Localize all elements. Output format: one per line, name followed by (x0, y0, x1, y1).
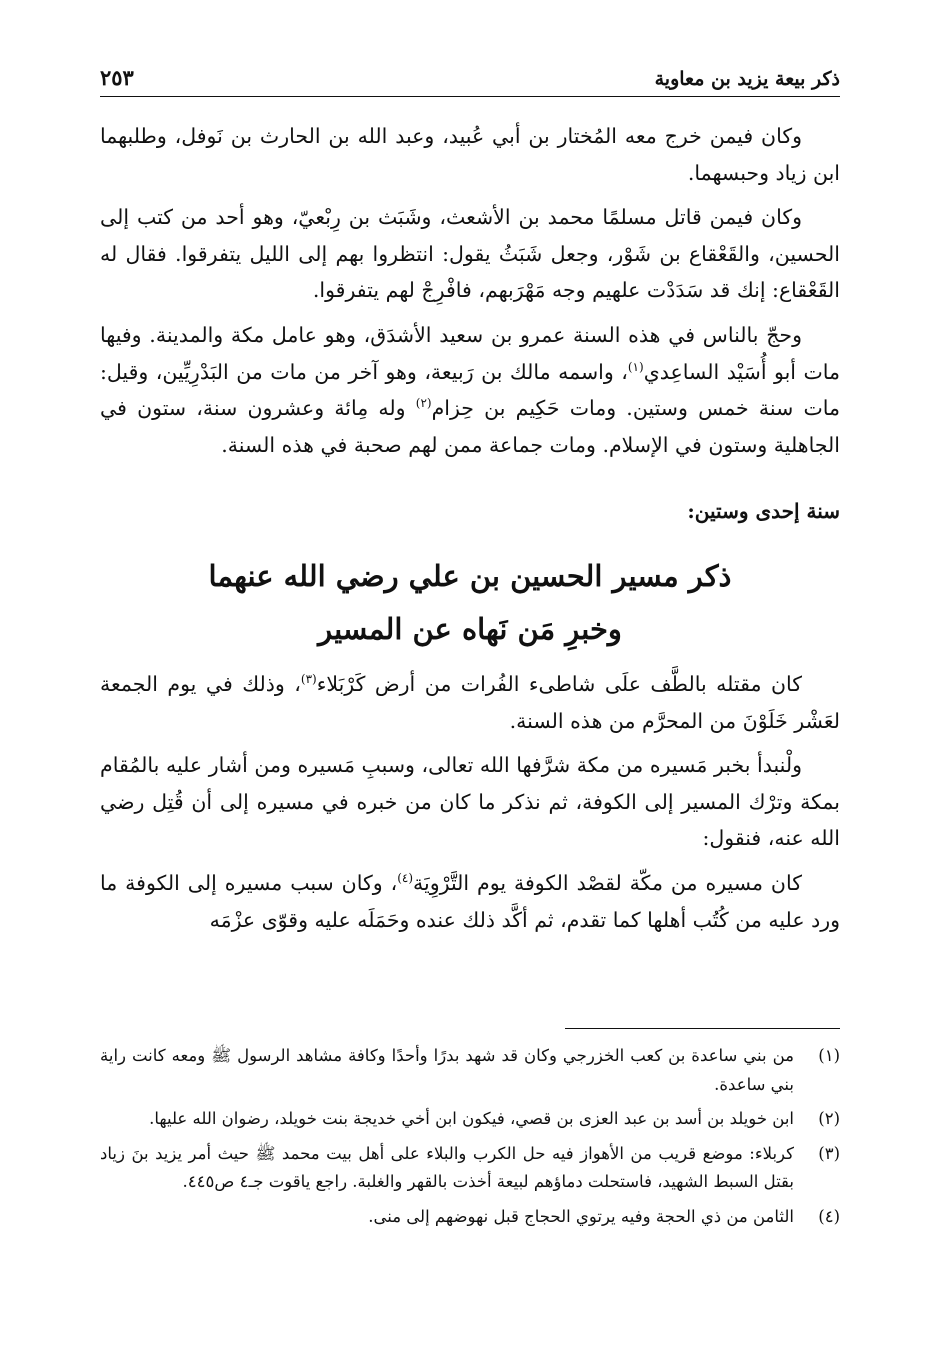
footnote-ref: (٤) (397, 871, 414, 886)
text-segment: ، واسمه مالك بن رَبيعة، وهو آخر من مات من البَدْرِيِّين، وقيل: مات سنة خمس وستين. ومات حَكِيم بن حِزام (100, 359, 840, 421)
text-segment: ، وكان سبب مسيره إلى الكوفة ما ورد عليه من كُتُب أهلها كما تقدم، ثم أكَّد ذلك عنده وحَمَلَه عليه وقوّى عزْمَه (100, 870, 840, 932)
chapter-title-line: ذكر مسير الحسين بن علي رضي الله عنهما (208, 558, 732, 593)
text-segment: ، وذلك في يوم الجمعة لعَشْر خَلَوْنَ من المحرَّم من هذه السنة. (100, 671, 840, 733)
footnote-number: (٤) (818, 1206, 840, 1226)
footnote-number: (١) (818, 1046, 840, 1065)
footnote-ref: (٣) (300, 672, 317, 687)
footnote (100, 1203, 840, 1232)
paragraph: ولْنبدأ بخبر مَسيره من مكة شرَّفها الله تعالى، وسببِ مَسيره ومن أشار عليه بالمُقام بمكة وترْك المسير إلى الكوفة، ثم نذكر ما كان من خبره في مسيره إلى أن قُتِل رضي الله عنه، فنقول: (100, 753, 840, 851)
footnote-divider (565, 1028, 840, 1029)
paragraph (100, 666, 840, 739)
text-segment: كان مسيره من مكّة لقصْد الكوفة يوم التَّرْوِيَة (413, 870, 802, 895)
footnote-ref: (١) (627, 359, 644, 374)
footnote-text: الثامن من ذي الحجة وفيه يرتوي الحجاج قبل نهوضهم إلى منى. (368, 1206, 794, 1226)
footnote-number: (٣) (818, 1143, 840, 1163)
footnote-text: كربلاء: موضع قريب من الأهواز فيه حل الكرب والبلاء على أهل بيت محمد ﷺ حيث أمر يزيد بنَ زياد بقتل السبط الشهيد، فاستحلت دماؤهم لبيعة أخذت بالقهر والغلبة. راجع ياقوت جـ٤ ص٤٤٥. (100, 1143, 794, 1191)
main-text (100, 118, 840, 946)
paragraph: وكان فيمن قاتل مسلمًا محمد بن الأشعث، وشَبَث بن رِبْعيّ، وهو أحد من كتب إلى الحسين، والقَعْقاع بن شَوْر، وجعل شَبَثُ يقول: انتظروا بهم إلى الليل يتفرقوا. فقال له القَعْقاع: إنك قد سَدَدْت علهيم وجه مَهْرَبهم، فافْرِجْ لهم يتفرقوا. (100, 205, 840, 303)
running-title: ذكر بيعة يزيد بن معاوية (654, 68, 840, 90)
text-segment: وله مِائة وعشرون سنة، ستون في الجاهلية وستون في الإسلام. ومات جماعة ممن لهم صحبة في هذه السنة. (100, 396, 840, 457)
footnote-text: ابن خويلد بن أسد بن عبد العزى بن قصي، فيكون ابن أخي خديجة بنت خويلد، رضوان الله عليها. (149, 1109, 794, 1128)
footnote-ref: (٢) (415, 396, 432, 411)
section-label: سنة إحدى وستين: (687, 499, 840, 524)
paragraph (100, 317, 840, 463)
chapter-title (100, 550, 840, 656)
footnote (100, 1140, 840, 1197)
paragraph (100, 865, 840, 938)
text-segment: كان مقتله بالطَّف علَى شاطىء الفُرات من أرض كَرْبَلاء (316, 671, 802, 696)
footnote (100, 1105, 840, 1134)
page-header (100, 58, 840, 97)
footnote-number: (٢) (818, 1109, 840, 1128)
paragraph: وكان فيمن خرج معه المُختار بن أبي عُبيد، وعبد الله بن الحارث بن نَوفل، وطلبهما ابن زياد وحبسهما. (100, 124, 840, 185)
footnote-text: من بني ساعدة بن كعب الخزرجي وكان قد شهد بدرًا وأحدًا وكافة مشاهد الرسول ﷺ ومعه كانت راية بني ساعدة. (100, 1046, 794, 1094)
chapter-title-line: وخبرِ مَن نَهاه عن المسير (318, 611, 622, 646)
page-number: ٢٥٣ (100, 65, 134, 90)
footnote (100, 1042, 840, 1099)
footnotes (100, 1042, 840, 1237)
text-segment: وحجّ بالناس في هذه السنة عمرو بن سعيد الأشدَق، وهو عامل مكة والمدينة. وفيها مات أبو أُسَيْد الساعِدي (100, 322, 841, 384)
